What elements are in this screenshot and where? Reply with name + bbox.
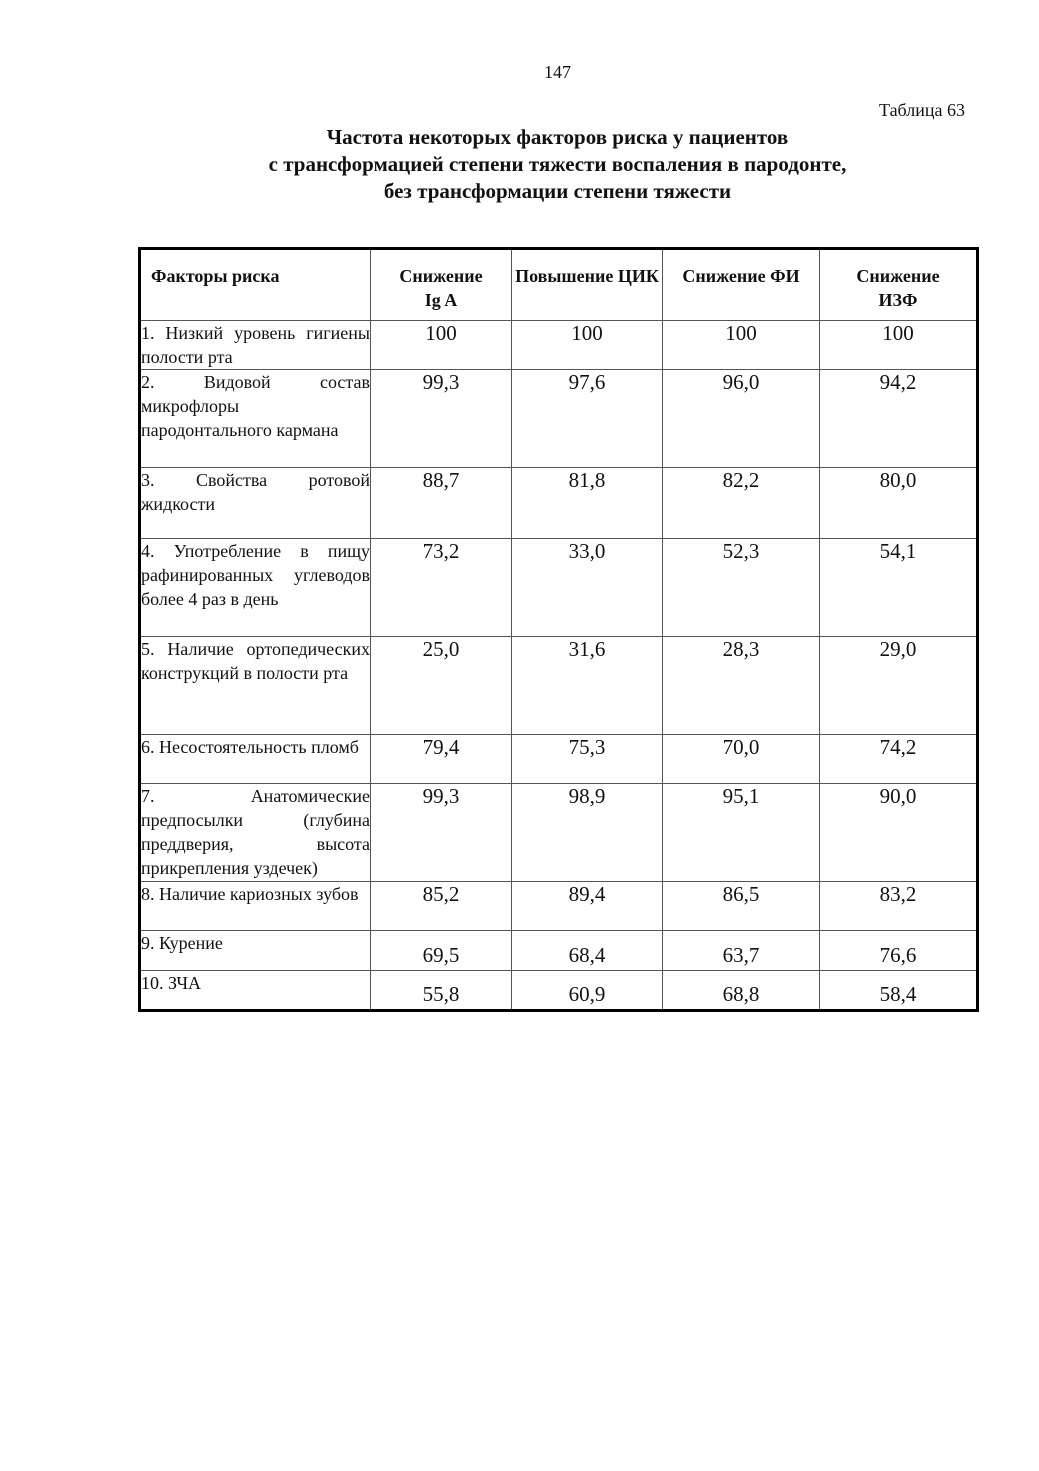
value-cell: 58,4 <box>820 971 978 1011</box>
page-number: 147 <box>544 62 571 82</box>
value-cell: 90,0 <box>820 784 978 882</box>
value-cell: 52,3 <box>663 539 820 637</box>
value-cell: 75,3 <box>512 735 663 784</box>
header-row <box>140 249 978 321</box>
header-izf: Снижение ИЗФ <box>820 249 978 321</box>
value-cell: 82,2 <box>663 468 820 539</box>
factor-cell: 8. Наличие кариозных зубов <box>140 882 371 931</box>
table-row <box>140 468 978 539</box>
value-cell: 63,7 <box>663 931 820 971</box>
value-cell: 99,3 <box>371 784 512 882</box>
value-cell: 25,0 <box>371 637 512 735</box>
header-factors: Факторы риска <box>140 249 371 321</box>
value-cell: 33,0 <box>512 539 663 637</box>
title-line-3: без трансформации степени тяжести <box>383 179 732 203</box>
factor-cell: 2. Видовой состав микрофлоры пародонтального кармана <box>140 370 371 468</box>
table-row <box>140 784 978 882</box>
value-cell: 68,4 <box>512 931 663 971</box>
header-cik: Повышение ЦИК <box>512 249 663 321</box>
value-cell: 54,1 <box>820 539 978 637</box>
value-cell: 79,4 <box>371 735 512 784</box>
value-cell: 99,3 <box>371 370 512 468</box>
risk-factors-table <box>138 247 979 1012</box>
factor-cell: 1. Низкий уровень гигиены полости рта <box>140 321 371 370</box>
value-cell: 97,6 <box>512 370 663 468</box>
value-cell: 80,0 <box>820 468 978 539</box>
value-cell: 73,2 <box>371 539 512 637</box>
value-cell: 100 <box>663 321 820 370</box>
factor-cell: 10. ЗЧА <box>140 971 371 1011</box>
table-row <box>140 735 978 784</box>
value-cell: 94,2 <box>820 370 978 468</box>
factor-cell: 5. Наличие ортопедических конструкций в полости рта <box>140 637 371 735</box>
table-row <box>140 931 978 971</box>
value-cell: 95,1 <box>663 784 820 882</box>
table-row <box>140 539 978 637</box>
value-cell: 68,8 <box>663 971 820 1011</box>
factor-cell: 4. Употребление в пищу рафинированных углеводов более 4 раз в день <box>140 539 371 637</box>
title-line-1: Частота некоторых факторов риска у пациентов <box>326 125 789 149</box>
title-line-2: с трансформацией степени тяжести воспаления в пародонте, <box>268 152 847 176</box>
value-cell: 100 <box>512 321 663 370</box>
value-cell: 100 <box>820 321 978 370</box>
value-cell: 98,9 <box>512 784 663 882</box>
value-cell: 74,2 <box>820 735 978 784</box>
table-title <box>0 124 1039 205</box>
value-cell: 28,3 <box>663 637 820 735</box>
table-row <box>140 370 978 468</box>
header-ig-a: Снижение Ig A <box>371 249 512 321</box>
table-row <box>140 882 978 931</box>
factor-cell: 7. Анатомические предпосылки (глубина преддверия, высота прикрепления уздечек) <box>140 784 371 882</box>
header-fi: Снижение ФИ <box>663 249 820 321</box>
value-cell: 60,9 <box>512 971 663 1011</box>
table-label: Таблица 63 <box>879 100 965 120</box>
value-cell: 69,5 <box>371 931 512 971</box>
value-cell: 83,2 <box>820 882 978 931</box>
value-cell: 85,2 <box>371 882 512 931</box>
value-cell: 55,8 <box>371 971 512 1011</box>
value-cell: 88,7 <box>371 468 512 539</box>
value-cell: 86,5 <box>663 882 820 931</box>
value-cell: 89,4 <box>512 882 663 931</box>
factor-cell: 9. Курение <box>140 931 371 971</box>
table-row <box>140 321 978 370</box>
value-cell: 29,0 <box>820 637 978 735</box>
value-cell: 81,8 <box>512 468 663 539</box>
factor-cell: 6. Несостоятельность пломб <box>140 735 371 784</box>
value-cell: 76,6 <box>820 931 978 971</box>
value-cell: 100 <box>371 321 512 370</box>
table-row <box>140 971 978 1011</box>
table-row <box>140 637 978 735</box>
value-cell: 31,6 <box>512 637 663 735</box>
value-cell: 70,0 <box>663 735 820 784</box>
value-cell: 96,0 <box>663 370 820 468</box>
factor-cell: 3. Свойства ротовой жидкости <box>140 468 371 539</box>
